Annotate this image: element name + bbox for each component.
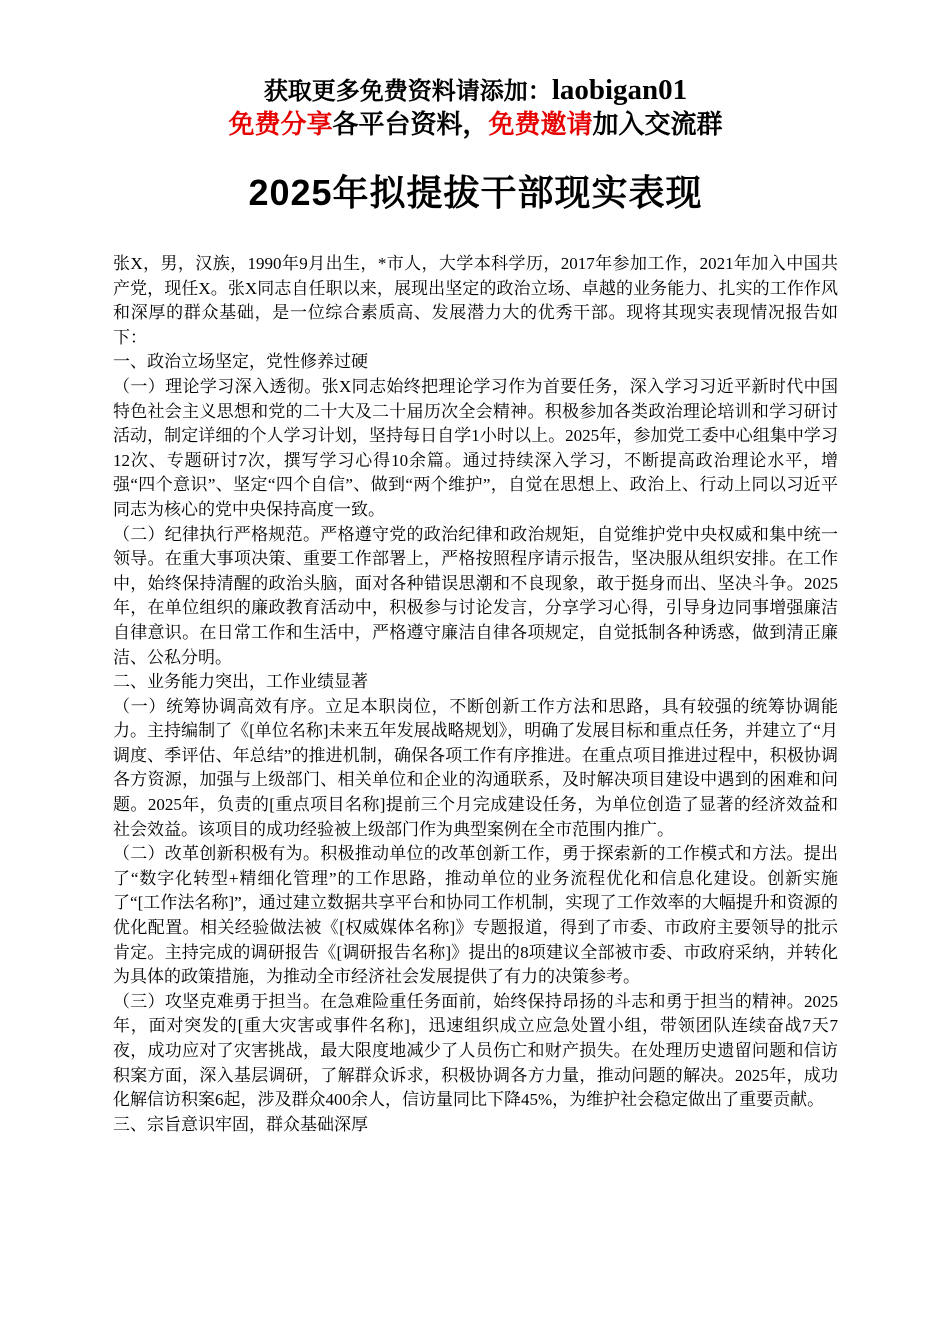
body-paragraph: （一）理论学习深入透彻。张X同志始终把理论学习作为首要任务，深入学习习近平新时代中国特色社会主义思想和党的二十大及二十届历次全会精神。积极参加各类政治理论培训和学习研讨活动，制定详细的个人学习计划，坚持每日自学1小时以上。2025年，参加党工委中心组集中学习12次、专题研讨7次，撰写学习心得10余篇。通过持续深入学习，不断提高政治理论水平，增强“四个意识”、坚定“四个自信”、做到“两个维护”，自觉在思想上、政治上、行动上同以习近平同志为核心的党中央保持高度一致。 bbox=[113, 376, 838, 519]
body-paragraph: 张X，男，汉族，1990年9月出生，*市人，大学本科学历，2017年参加工作，2021年加入中国共产党，现任X。张X同志自任职以来，展现出坚定的政治立场、卓越的业务能力、扎实的工作作风和深厚的群众基础，是一位综合素质高、发展潜力大的优秀干部。现将其现实表现情况报告如下： bbox=[113, 254, 838, 347]
promo-account-id: laobigan01 bbox=[551, 74, 688, 106]
body-paragraph: （一）统筹协调高效有序。立足本职岗位，不断创新工作方法和思路，具有较强的统筹协调能力。主持编制了《[单位名称]未来五年发展战略规划》，明确了发展目标和重点任务，并建立了“月调度、季评估、年总结”的推进机制，确保各项工作有序推进。在重点项目推进过程中，积极协调各方资源，加强与上级部门、相关单位和企业的沟通联系，及时解决项目建设中遇到的困难和问题。2025年，负责的[重点项目名称]提前三个月完成建设任务，为单位创造了显著的经济效益和社会效益。该项目的成功经验被上级部门作为典型案例在全市范围内推广。 bbox=[113, 696, 838, 839]
promo-line-2 bbox=[113, 108, 838, 142]
document-body bbox=[113, 252, 838, 1137]
promo-header bbox=[113, 74, 838, 142]
body-paragraph: （二）纪律执行严格规范。严格遵守党的政治纪律和政治规矩，自觉维护党中央权威和集中统一领导。在重大事项决策、重要工作部署上，严格按照程序请示报告，坚决服从组织安排。在工作中，始终保持清醒的政治头脑，面对各种错误思潮和不良现象，敢于挺身而出、坚决斗争。2025年，在单位组织的廉政教育活动中，积极参与讨论发言，分享学习心得，引导身边同事增强廉洁自律意识。在日常工作和生活中，严格遵守廉洁自律各项规定，自觉抵制各种诱惑，做到清正廉洁、公私分明。 bbox=[113, 524, 838, 667]
promo-line-1 bbox=[113, 74, 838, 108]
body-paragraph: （三）攻坚克难勇于担当。在急难险重任务面前，始终保持昂扬的斗志和勇于担当的精神。2025年，面对突发的[重大灾害或事件名称]，迅速组织成立应急处置小组，带领团队连续奋战7天7夜，成功应对了灾害挑战，最大限度地减少了人员伤亡和财产损失。在处理历史遗留问题和信访积案方面，深入基层调研，了解群众诉求，积极协调各方力量，推动问题的解决。2025年，成功化解信访积案6起，涉及群众400余人，信访量同比下降45%，为维护社会稳定做出了重要贡献。 bbox=[113, 991, 838, 1110]
body-paragraph: （二）改革创新积极有为。积极推动单位的改革创新工作，勇于探索新的工作模式和方法。提出了“数字化转型+精细化管理”的工作思路，推动单位的业务流程优化和信息化建设。创新实施了“[工作法名称]”，通过建立数据共享平台和协同工作机制，实现了工作效率的大幅提升和资源的优化配置。相关经验做法被《[权威媒体名称]》专题报道，得到了市委、市政府主要领导的批示肯定。主持完成的调研报告《[调研报告名称]》提出的8项建议全部被市委、市政府采纳，并转化为具体的政策措施，为推动全市经济社会发展提供了有力的决策参考。 bbox=[113, 844, 838, 987]
promo-text: 加入交流群 bbox=[592, 110, 723, 139]
promo-line1-text: 获取更多免费资料请添加： bbox=[263, 79, 552, 105]
promo-highlight-text: 免费分享 bbox=[228, 110, 333, 139]
document-title: 2025年拟提拔干部现实表现 bbox=[248, 172, 703, 213]
section-heading: 二、业务能力突出，工作业绩显著 bbox=[113, 672, 368, 692]
section-heading: 一、政治立场坚定，党性修养过硬 bbox=[113, 352, 368, 372]
section-heading: 三、宗旨意识牢固，群众基础深厚 bbox=[113, 1114, 368, 1134]
promo-text: 各平台资料， bbox=[332, 110, 489, 139]
promo-highlight-text: 免费邀请 bbox=[488, 110, 593, 139]
